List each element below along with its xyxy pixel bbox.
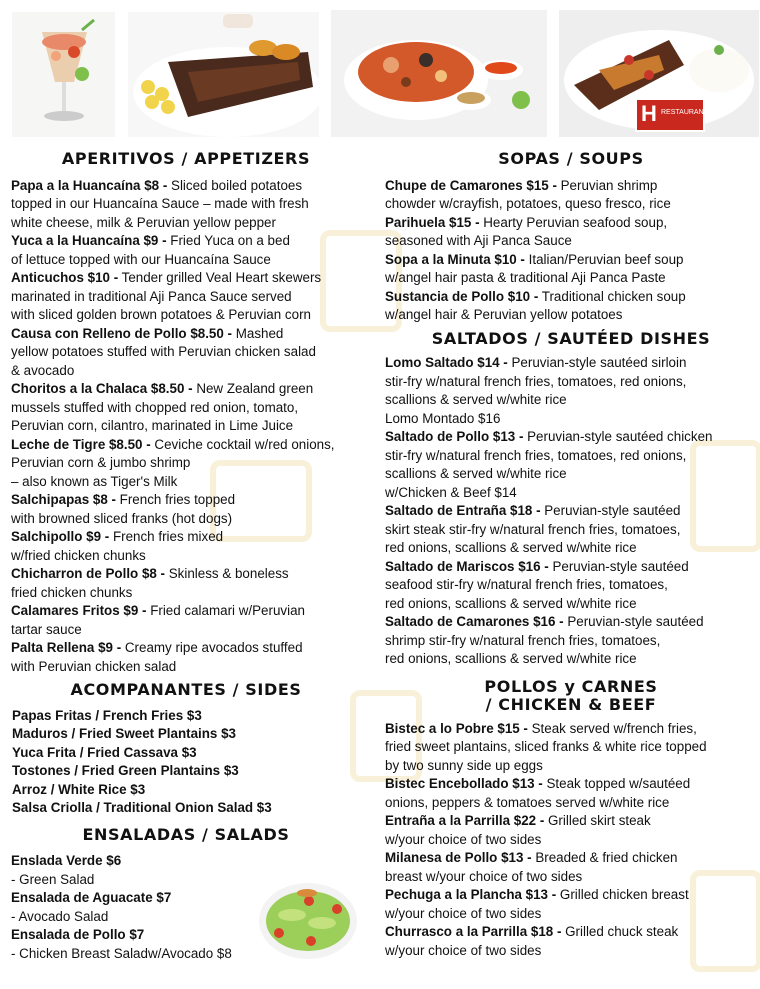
sides-heading: ACOMPANANTES / SIDES — [70, 680, 302, 699]
menu-item-first-line — [385, 775, 757, 794]
restaurant-logo — [635, 98, 708, 132]
menu-item-desc-line — [11, 288, 361, 307]
menu-item-first-line — [385, 720, 757, 739]
menu-item-desc: Grilled chuck steak — [561, 924, 679, 939]
menu-item-desc: w/your choice of two sides — [385, 831, 542, 847]
menu-item — [11, 269, 361, 325]
menu-item-desc: Creamy ripe avocados stuffed — [121, 640, 303, 655]
menu-item-desc: Peruvian-style sautéed chicken — [523, 429, 713, 444]
menu-item-name: Yuca a la Huancaína $9 - — [11, 233, 167, 248]
menu-item-desc: Traditional chicken soup — [538, 288, 686, 304]
menu-item-desc-line — [385, 232, 757, 251]
menu-item-desc: Skinless & boneless — [165, 566, 289, 581]
salad-name: Ensalada de Pollo $7 — [11, 927, 145, 942]
menu-item-desc: of lettuce topped with our Huancaína Sauce — [11, 251, 271, 267]
menu-item — [385, 428, 757, 502]
menu-item — [385, 886, 757, 923]
menu-item-desc: Mashed — [232, 325, 284, 341]
menu-item-first-line — [385, 428, 757, 447]
menu-item-name: Saltado de Mariscos $16 - — [385, 558, 549, 574]
anticuchos-photo — [128, 12, 319, 137]
menu-item — [385, 923, 757, 960]
menu-item-name: Saltado de Entraña $18 - — [385, 503, 541, 518]
menu-item — [11, 565, 361, 602]
menu-item-desc: French fries mixed — [109, 529, 224, 544]
menu-item-desc-line — [11, 454, 361, 473]
menu-item-desc: Hearty Peruvian seafood soup, — [479, 214, 668, 230]
menu-item-name: Choritos a la Chalaca $8.50 - — [11, 381, 193, 396]
menu-item-desc: Peruvian-style sautéed — [548, 558, 689, 574]
menu-item-first-line — [385, 288, 757, 307]
menu-item-first-line — [385, 849, 757, 868]
menu-item-name: Parihuela $15 - — [385, 214, 480, 230]
salads-heading: ENSALADAS / SALADS — [82, 824, 290, 844]
menu-item-desc: chowder w/crayfish, potatoes, queso fresco, rice — [385, 196, 671, 211]
salad-name: Enslada Verde $6 — [11, 853, 122, 868]
menu-item — [385, 613, 757, 669]
menu-item-name: Sopa a la Minuta $10 - — [385, 251, 525, 267]
menu-item-desc: marinated in traditional Aji Panca Sauce served — [11, 288, 292, 304]
menu-item-desc: red onions, scallions & served w/white rice — [385, 595, 637, 611]
side-item: Arroz / White Rice $3 — [12, 781, 146, 797]
menu-item — [385, 812, 757, 849]
menu-item-desc: red onions, scallions & served w/white rice — [385, 651, 637, 666]
pollos-heading-line1: POLLOS y CARNES — [484, 676, 658, 696]
menu-item-desc: Peruvian-style sautéed — [540, 503, 681, 518]
menu-item-desc-line — [385, 831, 757, 850]
menu-item-desc-line — [385, 521, 757, 540]
menu-item-first-line — [385, 177, 757, 196]
menu-item — [11, 639, 361, 676]
menu-item-desc: Peruvian shrimp — [556, 177, 658, 193]
soups-list — [385, 177, 757, 325]
menu-item-desc-line — [385, 447, 757, 466]
menu-item-first-line — [385, 886, 757, 905]
menu-item-desc: Grilled chicken breast — [556, 887, 689, 902]
menu-item — [11, 436, 361, 492]
menu-item-desc-line — [11, 547, 361, 566]
menu-item-desc: by two sunny side up eggs — [385, 757, 543, 773]
menu-item-desc: Ceviche cocktail w/red onions, — [150, 436, 335, 452]
menu-item-desc-line — [385, 794, 757, 813]
menu-item-desc: Peruvian-style sautéed sirloin — [507, 355, 687, 370]
menu-item-desc: shrimp stir-fry w/natural french fries, tomatoes, — [385, 632, 661, 648]
menu-item-first-line — [385, 812, 757, 831]
menu-item-first-line — [11, 491, 361, 510]
menu-item-desc-line — [385, 373, 757, 392]
menu-item-desc: w/angel hair pasta & traditional Aji Panca Paste — [385, 270, 666, 285]
menu-item-desc: with browned sliced franks (hot dogs) — [11, 510, 233, 526]
menu-item-desc-line — [385, 868, 757, 887]
menu-item-desc: w/Chicken & Beef $14 — [385, 484, 517, 500]
menu-item-desc-line — [385, 539, 757, 558]
menu-item-desc-line — [11, 195, 361, 214]
menu-item — [385, 849, 757, 886]
menu-item-desc: Peruvian-style sautéed — [563, 614, 704, 629]
menu-item-desc-line — [11, 584, 361, 603]
menu-item-first-line — [385, 502, 757, 521]
menu-item-first-line — [11, 380, 361, 399]
restaurant-badge-text: RESTAURANT — [661, 109, 708, 116]
menu-item-desc: Italian/Peruvian beef soup — [524, 251, 684, 267]
menu-item-name: Entraña a la Parrilla $22 - — [385, 813, 545, 828]
menu-item-desc-line — [11, 306, 361, 325]
menu-item-desc: fried chicken chunks — [11, 584, 133, 600]
menu-item — [385, 775, 757, 812]
menu-item-desc: seafood stir-fry w/natural french fries, tomatoes, — [385, 577, 668, 592]
menu-item-name: Causa con Relleno de Pollo $8.50 - — [11, 325, 233, 341]
pollos-list — [385, 720, 757, 961]
menu-item-name: Chupe de Camarones $15 - — [385, 177, 557, 193]
menu-item-desc: New Zealand green — [192, 381, 314, 396]
menu-item — [11, 491, 361, 528]
menu-item-desc-line — [11, 658, 361, 677]
menu-item-desc: tartar sauce — [11, 621, 82, 637]
menu-item-first-line — [11, 177, 361, 196]
salad-desc: - Chicken Breast Saladw/Avocado $8 — [11, 945, 232, 961]
menu-item-name: Sustancia de Pollo $10 - — [385, 288, 539, 304]
salad-desc: - Green Salad — [11, 871, 95, 887]
menu-item-desc-line — [385, 484, 757, 503]
menu-item-desc: with Peruvian chicken salad — [11, 658, 177, 674]
menu-item-desc: Sliced boiled potatoes — [167, 177, 303, 193]
menu-item-name: Lomo Saltado $14 - — [385, 355, 508, 370]
menu-item-desc-line — [385, 757, 757, 776]
menu-item — [11, 602, 361, 639]
menu-item-desc: w/angel hair & Peruvian yellow potatoes — [385, 307, 623, 322]
side-item: Tostones / Fried Green Plantains $3 — [12, 763, 239, 778]
menu-item-desc: topped in our Huancaína Sauce – made with fresh — [11, 196, 309, 211]
menu-item-desc: Lomo Montado $16 — [385, 410, 501, 426]
menu-item-first-line — [385, 613, 757, 632]
menu-item-name: Bistec a lo Pobre $15 - — [385, 720, 528, 736]
menu-item-first-line — [11, 639, 361, 658]
menu-item-desc: scallions & served w/white rice — [385, 466, 567, 481]
menu-item-desc: Tender grilled Veal Heart skewers — [118, 270, 322, 285]
menu-item-desc: w/fried chicken chunks — [11, 547, 146, 563]
menu-item-desc: Steak served w/french fries, — [527, 720, 697, 736]
menu-item-name: Salchipollo $9 - — [11, 529, 110, 544]
left-column — [11, 150, 361, 963]
menu-item-desc: red onions, scallions & served w/white rice — [385, 540, 637, 555]
menu-item-first-line — [11, 565, 361, 584]
side-item: Yuca Frita / Fried Cassava $3 — [12, 744, 197, 760]
salad-desc: - Avocado Salad — [11, 908, 109, 924]
menu-item-desc: Breaded & fried chicken — [531, 850, 678, 865]
menu-item-first-line — [385, 354, 757, 373]
side-item: Salsa Criolla / Traditional Onion Salad $3 — [12, 800, 272, 815]
menu-item-desc-line — [385, 306, 757, 325]
menu-item-desc: fried sweet plantains, sliced franks & white rice topped — [385, 739, 707, 754]
menu-item-desc: seasoned with Aji Panca Sauce — [385, 233, 572, 248]
menu-item-desc-line — [11, 621, 361, 640]
menu-item-desc: w/your choice of two sides — [385, 905, 542, 921]
appetizers-heading: APERITIVOS / APPETIZERS — [61, 149, 311, 168]
menu-item-desc: w/your choice of two sides — [385, 942, 542, 958]
menu-item — [11, 380, 361, 436]
menu-item-desc: & avocado — [11, 362, 75, 378]
menu-item-desc: Peruvian corn & jumbo shrimp — [11, 455, 191, 470]
menu-item-desc: Steak topped w/sautéed — [542, 776, 691, 791]
menu-item — [385, 177, 757, 214]
side-item: Maduros / Fried Sweet Plantains $3 — [12, 726, 236, 741]
menu-item-desc-line — [385, 410, 757, 429]
menu-item — [385, 558, 757, 614]
menu-item-desc: scallions & served w/white rice — [385, 392, 567, 407]
menu-item — [385, 720, 757, 776]
menu-item-desc: skirt steak stir-fry w/natural french fries, tomatoes, — [385, 521, 681, 537]
menu-item-name: Palta Rellena $9 - — [11, 640, 122, 655]
menu-item-name: Bistec Encebollado $13 - — [385, 776, 543, 791]
menu-item — [385, 502, 757, 558]
menu-item-first-line — [11, 436, 361, 455]
pollos-heading-line2: / CHICKEN & BEEF — [485, 694, 657, 714]
menu-item-first-line — [11, 528, 361, 547]
menu-item-desc: French fries topped — [115, 492, 236, 507]
menu-item-desc-line — [11, 473, 361, 492]
menu-item-name: Milanesa de Pollo $13 - — [385, 850, 532, 865]
saltados-list — [385, 354, 757, 669]
menu-item-first-line — [11, 602, 361, 621]
menu-item-first-line — [11, 325, 361, 344]
soups-heading: SOPAS / SOUPS — [498, 149, 644, 168]
menu-item-desc-line — [385, 595, 757, 614]
menu-item-name: Saltado de Camarones $16 - — [385, 614, 564, 629]
menu-item-desc: stir-fry w/natural french fries, tomatoes, red onions, — [385, 373, 687, 389]
menu-item-desc-line — [11, 214, 361, 233]
menu-item-name: Saltado de Pollo $13 - — [385, 429, 524, 444]
menu-item-desc: yellow potatoes stuffed with Peruvian chicken salad — [11, 344, 316, 359]
menu-item-desc: breast w/your choice of two sides — [385, 868, 583, 884]
menu-item-desc-line — [11, 417, 361, 436]
menu-item — [385, 288, 757, 325]
menu-item-desc-line — [11, 251, 361, 270]
menu-item-desc-line — [11, 343, 361, 362]
logo-letter-icon: H — [641, 101, 657, 126]
menu-item-desc-line — [385, 632, 757, 651]
salad-name: Ensalada de Aguacate $7 — [11, 890, 172, 905]
menu-item-desc-line — [385, 269, 757, 288]
menu-item-first-line — [11, 269, 361, 288]
menu-item — [11, 177, 361, 233]
menu-item-desc: Peruvian corn, cilantro, marinated in Lime Juice — [11, 418, 294, 433]
menu-item-desc: Fried Yuca on a bed — [166, 233, 290, 248]
menu-item-desc: stir-fry w/natural french fries, tomatoes, red onions, — [385, 447, 687, 463]
shrimp-cocktail-photo — [12, 12, 115, 137]
sides-list — [11, 707, 361, 818]
menu-item — [385, 251, 757, 288]
menu-item-desc-line — [385, 195, 757, 214]
seafood-soup-photo — [331, 10, 547, 137]
menu-item-desc-line — [11, 362, 361, 381]
menu-item — [385, 214, 757, 251]
lomo-saltado-photo — [559, 10, 759, 137]
menu-item-desc-line — [385, 465, 757, 484]
menu-item-name: Anticuchos $10 - — [11, 270, 119, 285]
menu-item-desc: – also known as Tiger's Milk — [11, 473, 178, 489]
side-item: Papas Fritas / French Fries $3 — [12, 707, 202, 723]
menu-item-name: Churrasco a la Parrilla $18 - — [385, 924, 562, 939]
menu-item-first-line — [385, 923, 757, 942]
menu-item-name: Salchipapas $8 - — [11, 492, 116, 507]
menu-item — [385, 354, 757, 428]
menu-item-first-line — [11, 232, 361, 251]
menu-item-desc-line — [385, 650, 757, 669]
menu-item-name: Leche de Tigre $8.50 - — [11, 436, 151, 452]
menu-item-desc: Grilled skirt steak — [544, 813, 651, 828]
menu-item-name: Chicharron de Pollo $8 - — [11, 566, 166, 581]
menu-item-first-line — [385, 251, 757, 270]
menu-item-desc-line — [385, 576, 757, 595]
menu-item-desc-line — [11, 399, 361, 418]
menu-item — [11, 232, 361, 269]
menu-item-desc-line — [385, 905, 757, 924]
right-column — [385, 150, 757, 960]
menu-item-name: Papa a la Huancaína $8 - — [11, 177, 168, 193]
menu-item-desc-line — [385, 391, 757, 410]
menu-item-first-line — [385, 558, 757, 577]
appetizers-list — [11, 177, 361, 677]
menu-item-desc: mussels stuffed with chopped red onion, tomato, — [11, 399, 299, 415]
menu-item-desc: white cheese, milk & Peruvian yellow pepper — [11, 214, 276, 230]
menu-item-desc-line — [385, 738, 757, 757]
menu-item-name: Calamares Fritos $9 - — [11, 603, 147, 618]
menu-item-desc-line — [11, 510, 361, 529]
menu-item — [11, 325, 361, 381]
menu-item — [11, 528, 361, 565]
menu-item-desc: onions, peppers & tomatoes served w/white rice — [385, 794, 670, 810]
menu-item-desc: Fried calamari w/Peruvian — [146, 603, 305, 618]
menu-item-first-line — [385, 214, 757, 233]
menu-item-desc: with sliced golden brown potatoes & Peruvian corn — [11, 307, 311, 322]
salad-photo — [257, 873, 359, 963]
menu-item-desc-line — [385, 942, 757, 961]
saltados-heading: SALTADOS / SAUTÉED DISHES — [431, 328, 711, 348]
menu-item-name: Pechuga a la Plancha $13 - — [385, 887, 557, 902]
